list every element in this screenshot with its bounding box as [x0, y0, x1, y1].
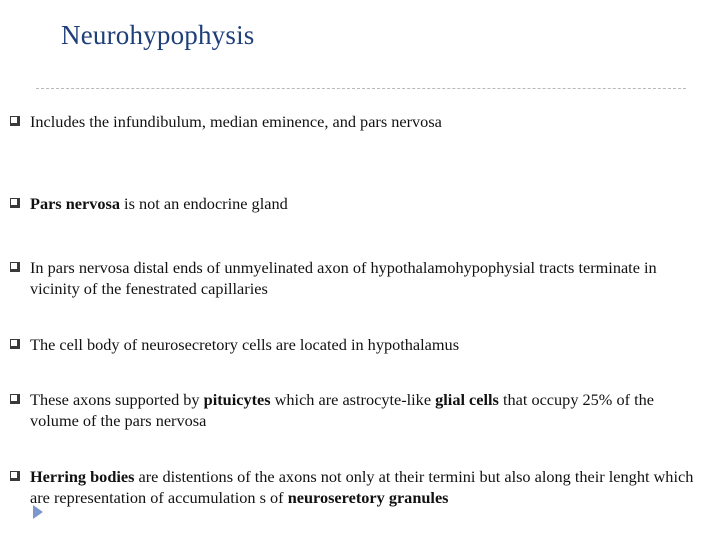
text-run: is not an endocrine gland: [119, 194, 288, 213]
text-run: The cell body of neurosecretory cells are located in hypothalamus: [30, 335, 460, 354]
hollow-square-bullet-icon: [10, 394, 20, 404]
bold-term: pituicytes: [203, 390, 271, 409]
bold-term: Pars nervosa: [30, 194, 120, 213]
bullet-text: [30, 257, 706, 299]
text-run: Includes the infundibulum, median eminence, and pars nervosa: [30, 112, 442, 131]
bullet-text: [30, 334, 706, 355]
bullet-text: [30, 389, 706, 431]
text-run: that occupy 25% of the volume of the pars nervosa: [30, 390, 654, 430]
bold-term: Herring bodies: [30, 467, 135, 486]
text-run: are distentions of the axons not only at their termini but also along their lenght which are representation of accumulation s of: [30, 467, 694, 507]
bold-term: neuroseretory granules: [287, 488, 449, 507]
text-run: These axons supported by: [30, 390, 204, 409]
bullet-text: [30, 193, 706, 214]
hollow-square-bullet-icon: [10, 116, 20, 126]
bullet-text: [30, 466, 706, 508]
play-arrow-icon[interactable]: [33, 505, 43, 519]
bold-term: glial cells: [435, 390, 499, 409]
hollow-square-bullet-icon: [10, 262, 20, 272]
bullet-text: [30, 111, 706, 132]
hollow-square-bullet-icon: [10, 471, 20, 481]
text-run: which are astrocyte-like: [270, 390, 436, 409]
slide-title: Neurohypophysis: [61, 20, 255, 50]
text-run: In pars nervosa distal ends of unmyelinated axon of hypothalamohypophysial tracts terminate in vicinity of the fenestrated capillaries: [30, 258, 657, 298]
hollow-square-bullet-icon: [10, 339, 20, 349]
hollow-square-bullet-icon: [10, 198, 20, 208]
